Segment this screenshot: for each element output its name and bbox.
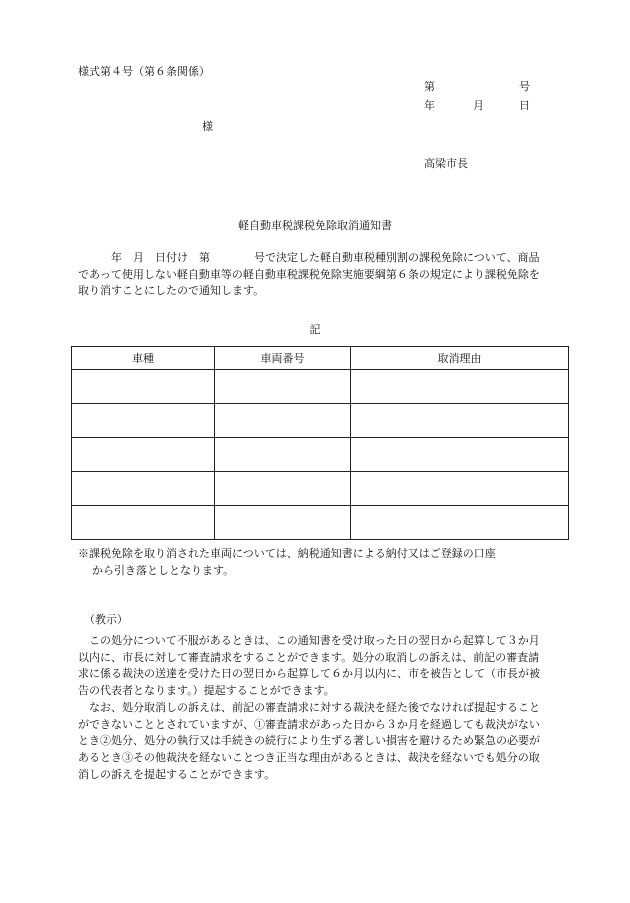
header-vehicle-type: 車種 (72, 347, 215, 370)
table-row (72, 506, 569, 540)
table-row (72, 370, 569, 404)
table-cell (351, 370, 569, 404)
header-cancel-reason: 取消理由 (351, 347, 569, 370)
ki-heading: 記 (309, 323, 321, 336)
date-month: 月 (473, 99, 484, 112)
note (78, 546, 550, 579)
table-row (72, 472, 569, 506)
table-cell (351, 472, 569, 506)
addressee-suffix: 様 (202, 120, 213, 133)
table-cell (215, 472, 351, 506)
date-year: 年 (424, 99, 435, 112)
body-text: 年 月 日付け 第 号で決定した軽自動車税種別割の課税免除について、商品であって使用しない軽自動車等の軽自動車税課税免除実施要綱第６条の規定により課税免除を取り消すことにしたので通知します。 (78, 251, 540, 297)
vehicle-table (71, 346, 569, 540)
note-line-2: から引き落としとなります。 (92, 563, 235, 577)
doc-number-label: 第 (424, 80, 435, 93)
table-cell (72, 370, 215, 404)
table-cell (351, 404, 569, 438)
doc-number-suffix: 号 (519, 80, 530, 93)
table-cell (72, 472, 215, 506)
table-cell (351, 506, 569, 540)
table-cell (72, 506, 215, 540)
document-title: 軽自動車税課税免除取消通知書 (238, 219, 392, 232)
kyoji-paragraph-2: なお、処分取消しの訴えは、前記の審査請求に対する裁決を経た後でなければ提起することができないこととされていますが、①審査請求があった日から３か月を経過しても裁決がないとき②処分、処分の執行又は手続きの続行により生ずる著しい損害を避けるため緊急の必要があるとき③その他裁決を経ないことつき正当な理由があるときは、裁決を経ないでも処分の取消しの訴えを提起することができます。 (78, 700, 540, 781)
kyoji-paragraph-1: この処分について不服があるときは、この通知書を受け取った日の翌日から起算して３か月以内に、市長に対して審査請求をすることができます。処分の取消しの訴えは、前記の審査請求に係る裁決の送達を受けた日の翌日から起算して６か月以内に、市を被告として（市長が被告の代表者となります。）提起することができます。 (78, 634, 540, 698)
note-line-1: ※課税免除を取り消された車両については、納税通知書による納付又はご登録の口座 (78, 547, 496, 560)
table-cell (72, 438, 215, 472)
table-cell (215, 370, 351, 404)
form-number: 様式第４号（第６条関係） (78, 65, 210, 78)
table-cell (72, 404, 215, 438)
table-cell (215, 506, 351, 540)
issuer: 高梁市長 (424, 157, 468, 170)
table-header-row (72, 347, 569, 370)
table-cell (351, 438, 569, 472)
table-row (72, 404, 569, 438)
header-vehicle-number: 車両番号 (215, 347, 351, 370)
table-cell (215, 404, 351, 438)
table-cell (215, 438, 351, 472)
kyoji-heading: （教示） (84, 613, 128, 626)
kyoji-text (78, 633, 550, 783)
date-day: 日 (519, 99, 530, 112)
table-row (72, 438, 569, 472)
